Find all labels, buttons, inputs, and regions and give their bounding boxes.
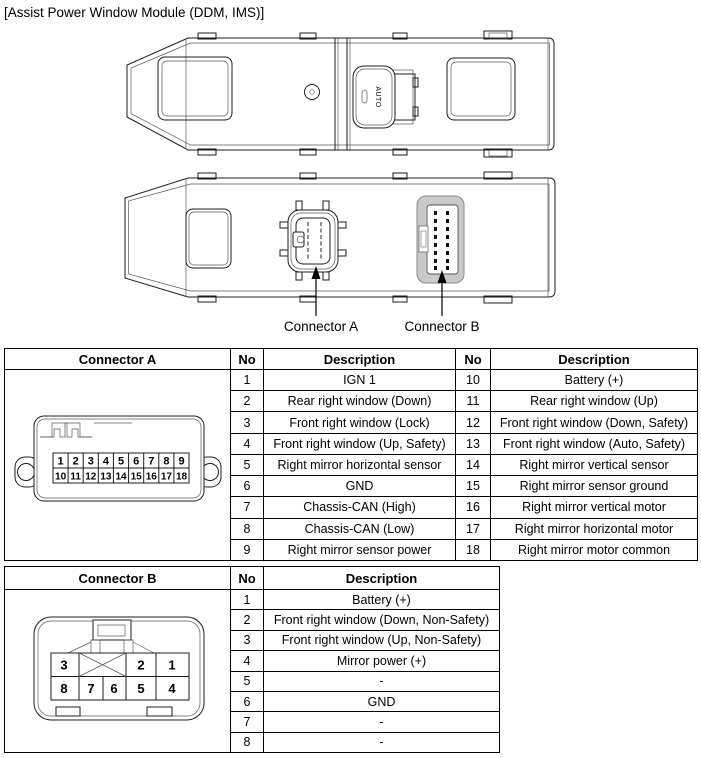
no-column-header: No (456, 349, 491, 370)
pin-number: 5 (117, 455, 124, 468)
pin-no-cell: 6 (231, 691, 264, 711)
pin-no-cell: 2 (231, 610, 264, 630)
pin-number: 1 (57, 455, 64, 468)
connector-a-pinout-table (4, 348, 698, 561)
pin-number: 6 (132, 455, 139, 468)
pin-no-cell: 4 (231, 433, 264, 454)
pin-number: 2 (136, 657, 145, 673)
connector-b-icon (417, 196, 464, 283)
pin-number: 3 (59, 657, 68, 673)
pin-desc-cell: Mirror power (+) (264, 651, 500, 671)
pin-desc-cell: Right mirror sensor power (264, 539, 456, 560)
pin-no-cell: 5 (231, 671, 264, 691)
pin-number: 4 (102, 455, 109, 468)
pin-desc-cell: - (264, 712, 500, 732)
no-column-header: No (231, 567, 264, 590)
pin-no-cell: 12 (456, 412, 491, 433)
pin-desc-cell: Battery (+) (491, 370, 698, 391)
module-diagram (0, 0, 701, 345)
pin-number: 15 (130, 471, 142, 483)
pin-desc-cell: - (264, 732, 500, 752)
pin-desc-cell: GND (264, 476, 456, 497)
pin-no-cell: 7 (231, 497, 264, 518)
pin-number: 17 (160, 471, 172, 483)
pin-no-cell: 2 (231, 391, 264, 412)
pin-desc-cell: Right mirror horizontal motor (491, 518, 698, 539)
pin-desc-cell: Right mirror vertical sensor (491, 454, 698, 475)
pin-number: 6 (109, 681, 118, 696)
pin-number: 13 (99, 471, 111, 483)
connector-b-pinout-table (4, 566, 500, 753)
pin-desc-cell: - (264, 671, 500, 691)
pin-desc-cell: Rear right window (Down) (264, 391, 456, 412)
auto-switch-label: AUTO (374, 86, 381, 108)
pin-no-cell: 3 (231, 630, 264, 650)
no-column-header: No (231, 349, 264, 370)
connector-a-label: Connector A (283, 319, 359, 334)
connector-b-label: Connector B (404, 319, 480, 334)
pin-no-cell: 7 (231, 712, 264, 732)
pin-no-cell: 18 (456, 539, 491, 560)
connector-b-face-icon (6, 590, 230, 749)
pin-desc-cell: Battery (+) (264, 590, 500, 610)
pin-desc-cell: Front right window (Lock) (264, 412, 456, 433)
connector-a-drawing-cell (5, 370, 231, 561)
pin-desc-cell: Front right window (Down, Non-Safety) (264, 610, 500, 630)
pin-desc-cell: Front right window (Auto, Safety) (491, 433, 698, 454)
pin-number: 14 (114, 471, 127, 483)
description-column-header: Description (264, 567, 500, 590)
pin-desc-cell: Right mirror horizontal sensor (264, 454, 456, 475)
pin-desc-cell: Chassis-CAN (Low) (264, 518, 456, 539)
pin-no-cell: 15 (456, 476, 491, 497)
pin-no-cell: 5 (231, 454, 264, 475)
pin-number: 3 (87, 455, 94, 468)
pin-number: 2 (72, 455, 79, 468)
pin-number: 8 (59, 681, 68, 696)
pin-no-cell: 16 (456, 497, 491, 518)
pin-desc-cell: IGN 1 (264, 370, 456, 391)
pin-desc-cell: Front right window (Up, Safety) (264, 433, 456, 454)
pin-number: 11 (69, 471, 81, 483)
connector-a-icon (280, 201, 346, 280)
pin-number: 12 (84, 471, 96, 483)
pin-number: 16 (145, 471, 157, 483)
connector-b-column-header: Connector B (5, 567, 231, 590)
pin-no-cell: 14 (456, 454, 491, 475)
pin-number: 5 (136, 681, 145, 696)
pin-no-cell: 10 (456, 370, 491, 391)
table-header-row (5, 349, 698, 370)
pin-number: 4 (167, 681, 176, 696)
pin-no-cell: 3 (231, 412, 264, 433)
pin-no-cell: 6 (231, 476, 264, 497)
screw-hole-icon (305, 85, 320, 100)
pin-no-cell: 8 (231, 518, 264, 539)
pin-no-cell: 1 (231, 370, 264, 391)
pin-number: 7 (147, 455, 154, 468)
module-bottom-view-icon (125, 172, 555, 334)
pin-no-cell: 11 (456, 391, 491, 412)
pin-desc-cell: GND (264, 691, 500, 711)
auto-switch-icon (353, 66, 418, 128)
pin-number: 9 (177, 455, 185, 468)
pin-number: 1 (167, 657, 176, 673)
module-top-view-icon (127, 31, 554, 157)
table-row (5, 590, 500, 610)
pin-number: 8 (162, 455, 169, 468)
pin-desc-cell: Right mirror sensor ground (491, 476, 698, 497)
description-column-header: Description (264, 349, 456, 370)
pin-no-cell: 13 (456, 433, 491, 454)
description-column-header: Description (491, 349, 698, 370)
pin-no-cell: 17 (456, 518, 491, 539)
pin-no-cell: 9 (231, 539, 264, 560)
pin-desc-cell: Right mirror motor common (491, 539, 698, 560)
pin-no-cell: 4 (231, 651, 264, 671)
pin-desc-cell: Front right window (Up, Non-Safety) (264, 630, 500, 650)
pin-number: 10 (54, 471, 66, 483)
pin-number: 18 (175, 471, 187, 483)
table-row (5, 370, 698, 391)
pin-desc-cell: Chassis-CAN (High) (264, 497, 456, 518)
connector-a-column-header: Connector A (5, 349, 231, 370)
pin-no-cell: 8 (231, 732, 264, 752)
pin-desc-cell: Right mirror vertical motor (491, 497, 698, 518)
pin-no-cell: 1 (231, 590, 264, 610)
page-title: [Assist Power Window Module (DDM, IMS)] (4, 5, 265, 20)
pin-desc-cell: Rear right window (Up) (491, 391, 698, 412)
pin-number: 7 (86, 681, 95, 696)
table-header-row (5, 567, 500, 590)
connector-b-drawing-cell (5, 590, 231, 753)
connector-a-face-icon (6, 370, 230, 557)
pin-desc-cell: Front right window (Down, Safety) (491, 412, 698, 433)
